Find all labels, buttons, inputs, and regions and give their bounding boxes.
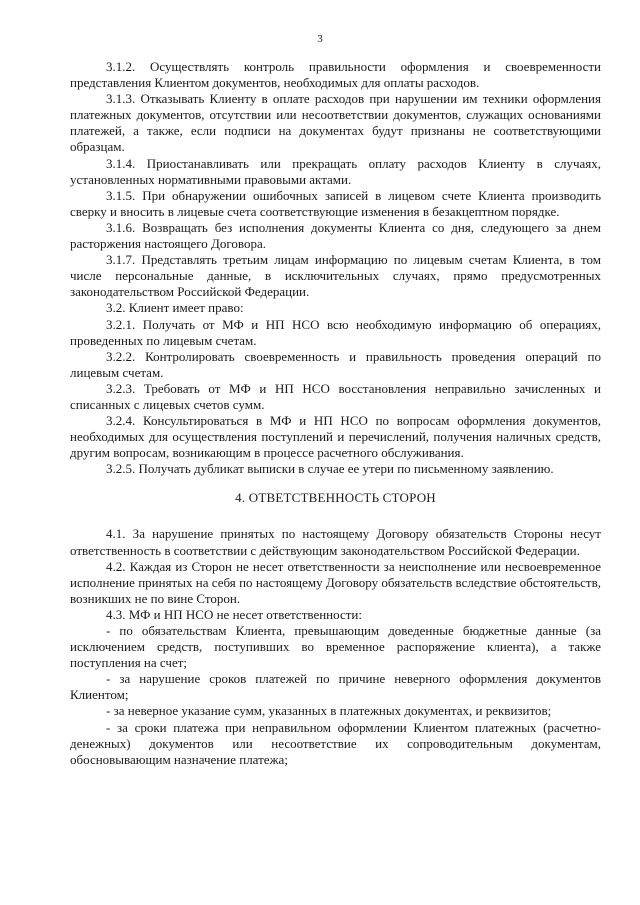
paragraph-3-1-2: 3.1.2. Осуществлять контроль правильности оформления и своевременности представления Клиентом документов, необходимых для оплаты расходов. xyxy=(70,59,601,91)
paragraph-3-2-1: 3.2.1. Получать от МФ и НП НСО всю необходимую информацию об операциях, проведенных по лицевым счетам. xyxy=(70,316,601,348)
paragraph-3-2: 3.2. Клиент имеет право: xyxy=(106,300,244,316)
paragraph-3-1-6: 3.1.6. Возвращать без исполнения документы Клиента со дня, следующего за днем расторжения настоящего Договора. xyxy=(70,219,601,252)
page-number: 3 xyxy=(317,33,323,45)
paragraph-3-2-3: 3.2.3. Требовать от МФ и НП НСО восстановления неправильно зачисленных и списанных с лицевых счетов сумм. xyxy=(70,380,601,412)
paragraph-3-1-7: 3.1.7. Представлять третьим лицам информацию по лицевым счетам Клиента, в том числе персональные данные, в исключительных случаях, прямо предусмотренных законодательством Российской Федерации. xyxy=(70,252,601,300)
document-body xyxy=(70,59,601,768)
list-item-wrong-amounts: - за неверное указание сумм, указанных в платежных документах, и реквизитов; xyxy=(106,703,552,719)
paragraph-3-1-3: 3.1.3. Отказывать Клиенту в оплате расходов при нарушении им техники оформления платежных документов, отсутствии или несоответствии документов, служащих основаниями платежей, а также, если подписи на документах будут признаны не соответствующими образцам. xyxy=(70,91,601,155)
section-heading: 4. ОТВЕТСТВЕННОСТЬ СТОРОН xyxy=(235,490,436,506)
paragraph-4-1: 4.1. За нарушение принятых по настоящему Договору обязательств Стороны несут ответственность в соответствии с действующим законодательством Российской Федерации. xyxy=(70,526,601,558)
list-item-payment-terms: - за сроки платежа при неправильном оформлении Клиентом платежных (расчетно-денежных) документов или несоответствие их сопроводительным документам, обосновывающим назначение платежа; xyxy=(70,719,601,767)
paragraph-3-2-2: 3.2.2. Контролировать своевременность и правильность проведения операций по лицевым счетам. xyxy=(70,348,601,380)
list-item-payment-deadlines: - за нарушение сроков платежей по причине неверного оформления документов Клиентом; xyxy=(70,671,601,703)
paragraph-3-2-5: 3.2.5. Получать дубликат выписки в случае ее утери по письменному заявлению. xyxy=(106,461,554,477)
paragraph-3-1-4: 3.1.4. Приостанавливать или прекращать оплату расходов Клиенту в случаях, установленных нормативными правовыми актами. xyxy=(70,155,601,187)
paragraph-3-2-4: 3.2.4. Консультироваться в МФ и НП НСО по вопросам оформления документов, необходимых для осуществления поступлений и перечислений, получения наличных средств, другим вопросам, возникающим в процессе расчетного обслуживания. xyxy=(70,413,601,461)
paragraph-4-2: 4.2. Каждая из Сторон не несет ответственности за неисполнение или несвоевременное исполнение принятых на себя по настоящему Договору обязательств вследствие обстоятельств, возникших не по вине Сторон. xyxy=(70,558,601,606)
paragraph-3-1-5: 3.1.5. При обнаружении ошибочных записей в лицевом счете Клиента производить сверку и вносить в лицевые счета соответствующие изменения в безакцептном порядке. xyxy=(70,187,601,219)
list-item-budget-obligations: - по обязательствам Клиента, превышающим доведенные бюджетные данные (за исключением средств, поступивших во временное распоряжение клиента), а также поступления на счет; xyxy=(70,623,601,671)
paragraph-4-3: 4.3. МФ и НП НСО не несет ответственности: xyxy=(106,606,362,622)
